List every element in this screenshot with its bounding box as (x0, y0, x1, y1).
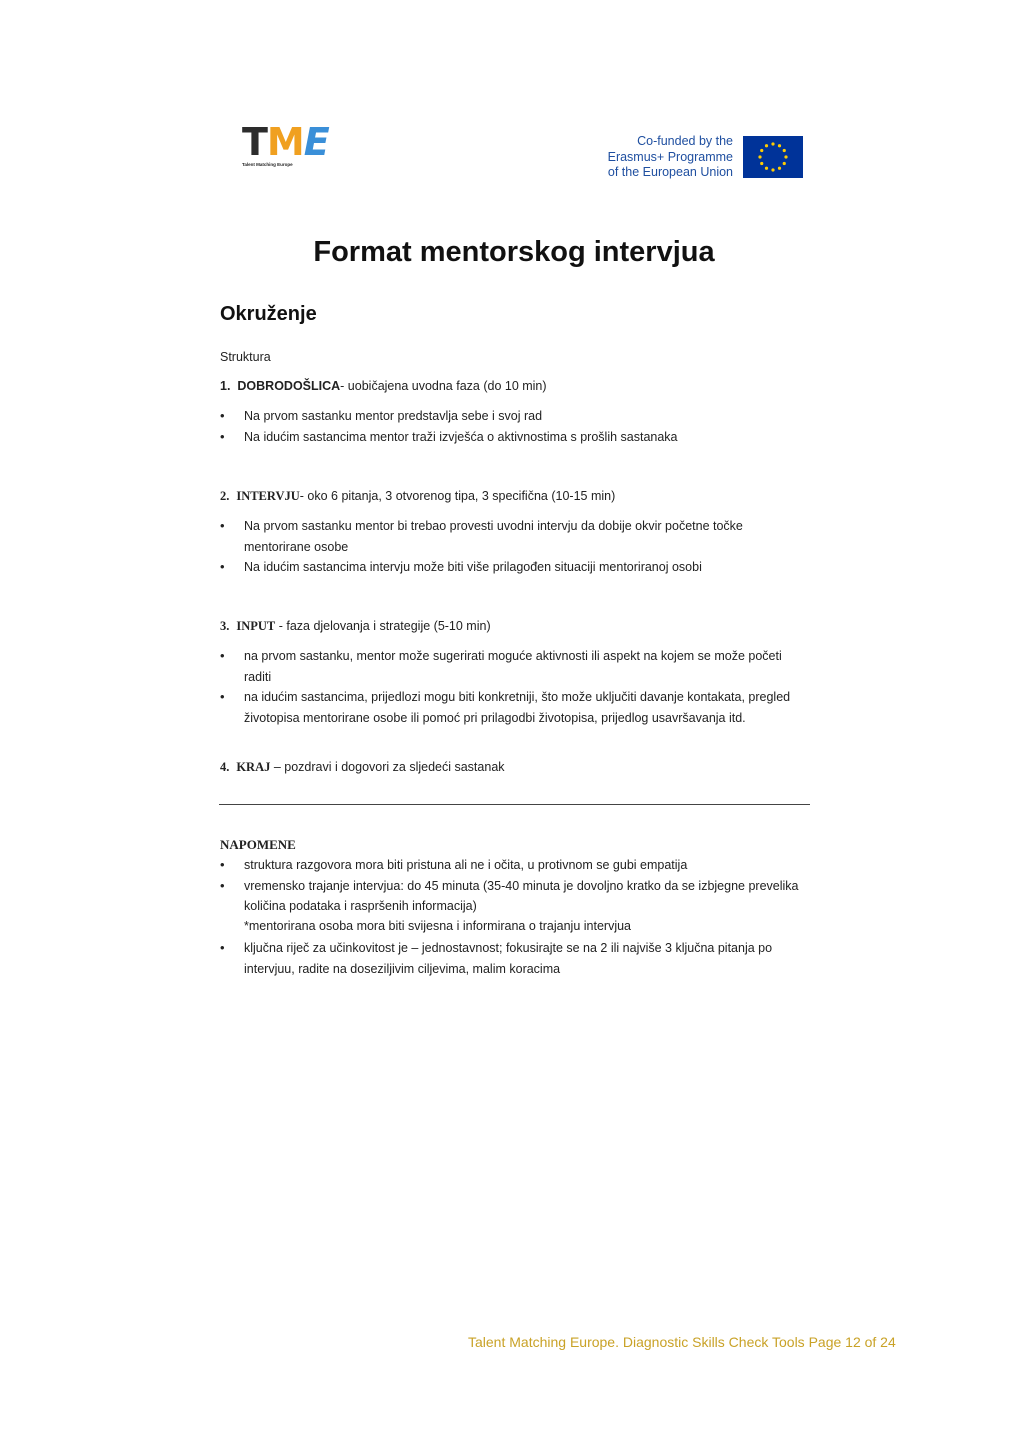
eu-line-3: of the European Union (607, 165, 733, 179)
list-item: • na prvom sastanku, mentor može sugerirati moguće aktivnosti ili aspekt na kojem se može početi raditi (220, 646, 810, 687)
eu-star-icon (765, 144, 768, 147)
step-1-heading (220, 376, 547, 396)
eu-star-icon (758, 155, 761, 158)
step-1-number: 1. (220, 379, 231, 393)
step-2-title: INTERVJU (236, 489, 300, 503)
eu-star-icon (783, 162, 786, 165)
list-item: • na idućim sastancima, prijedlozi mogu biti konkretniji, što može uključiti davanje kontakata, pregled životopisa mentorirane osobe ili pomoć pri prilagodbi životopisa, prijedlog usavršavanja itd. (220, 687, 810, 728)
napomene-list (220, 855, 810, 917)
horizontal-divider (219, 804, 810, 805)
step-3-title: INPUT (236, 619, 276, 633)
list-item: • Na idućim sastancima mentor traži izvješća o aktivnostima s prošlih sastanaka (220, 427, 810, 448)
tme-logo-m: M (266, 120, 304, 164)
eu-star-icon (784, 155, 787, 158)
step-4-desc: – pozdravi i dogovori za sljedeći sastanak (270, 760, 505, 774)
napomene-list-continued (220, 938, 810, 979)
step-4-number: 4. (220, 760, 230, 774)
page-footer: Talent Matching Europe. Diagnostic Skills Check Tools Page 12 of 24 (468, 1334, 896, 1350)
list-item: • Na idućim sastancima intervju može biti više prilagođen situaciji mentoriranoj osobi (220, 557, 810, 578)
step-4-heading (220, 757, 505, 777)
section-heading: Okruženje (220, 303, 317, 325)
list-item: • Na prvom sastanku mentor bi trebao provesti uvodni intervju da dobije okvir početne točke mentorirane osobe (220, 516, 810, 557)
list-item: • struktura razgovora mora biti pristuna ali ne i očita, u protivnom se gubi empatija (220, 855, 810, 876)
struktura-label: Struktura (220, 350, 271, 364)
eu-star-icon (778, 144, 781, 147)
napomene-heading: NAPOMENE (220, 837, 296, 852)
eu-flag-icon (743, 136, 803, 178)
eu-line-1: Co-funded by the (637, 134, 733, 148)
step-1-title: DOBRODOŠLICA (237, 379, 341, 393)
step-2-heading (220, 486, 615, 506)
step-4-title: KRAJ (236, 760, 271, 774)
eu-star-icon (760, 162, 763, 165)
list-item: • ključna riječ za učinkovitost je – jednostavnost; fokusirajte se na 2 ili najviše 3 ključna pitanja po intervjuu, radite na doseziljivim ciljevima, malim koracima (220, 938, 810, 979)
step-2-desc: - oko 6 pitanja, 3 otvorenog tipa, 3 specifična (10-15 min) (299, 489, 616, 503)
eu-cofunded-text (560, 134, 733, 181)
napomene-note: *mentorirana osoba mora biti svijesna i informirana o trajanju intervjua (244, 919, 631, 933)
step-3-desc: - faza djelovanja i strategije (5-10 min) (275, 619, 491, 633)
step-1-bullets (220, 406, 810, 447)
tme-logo-e: E (303, 120, 329, 164)
step-2-bullets (220, 516, 810, 578)
step-1-desc: - uobičajena uvodna faza (do 10 min) (340, 379, 547, 393)
list-item: • vremensko trajanje intervjua: do 45 minuta (35-40 minuta je dovoljno kratko da se izbjegne prevelika količina podataka i raspršenih informacija) (220, 876, 810, 917)
eu-star-icon (778, 167, 781, 170)
step-3-number: 3. (220, 619, 230, 633)
step-3-bullets (220, 646, 810, 728)
eu-star-icon (765, 167, 768, 170)
eu-star-icon (771, 142, 774, 145)
eu-line-2: Erasmus+ Programme (607, 149, 733, 164)
eu-star-icon (783, 149, 786, 152)
tme-logo-subtitle: Talent Matching Europe (242, 162, 293, 167)
page-title: Format mentorskog intervjua (313, 236, 715, 268)
eu-star-icon (771, 168, 774, 171)
tme-logo-t: T (242, 120, 267, 164)
list-item: • Na prvom sastanku mentor predstavlja sebe i svoj rad (220, 406, 810, 427)
step-2-number: 2. (220, 489, 230, 503)
eu-star-icon (760, 149, 763, 152)
step-3-heading (220, 616, 491, 636)
tme-logo (242, 120, 329, 172)
